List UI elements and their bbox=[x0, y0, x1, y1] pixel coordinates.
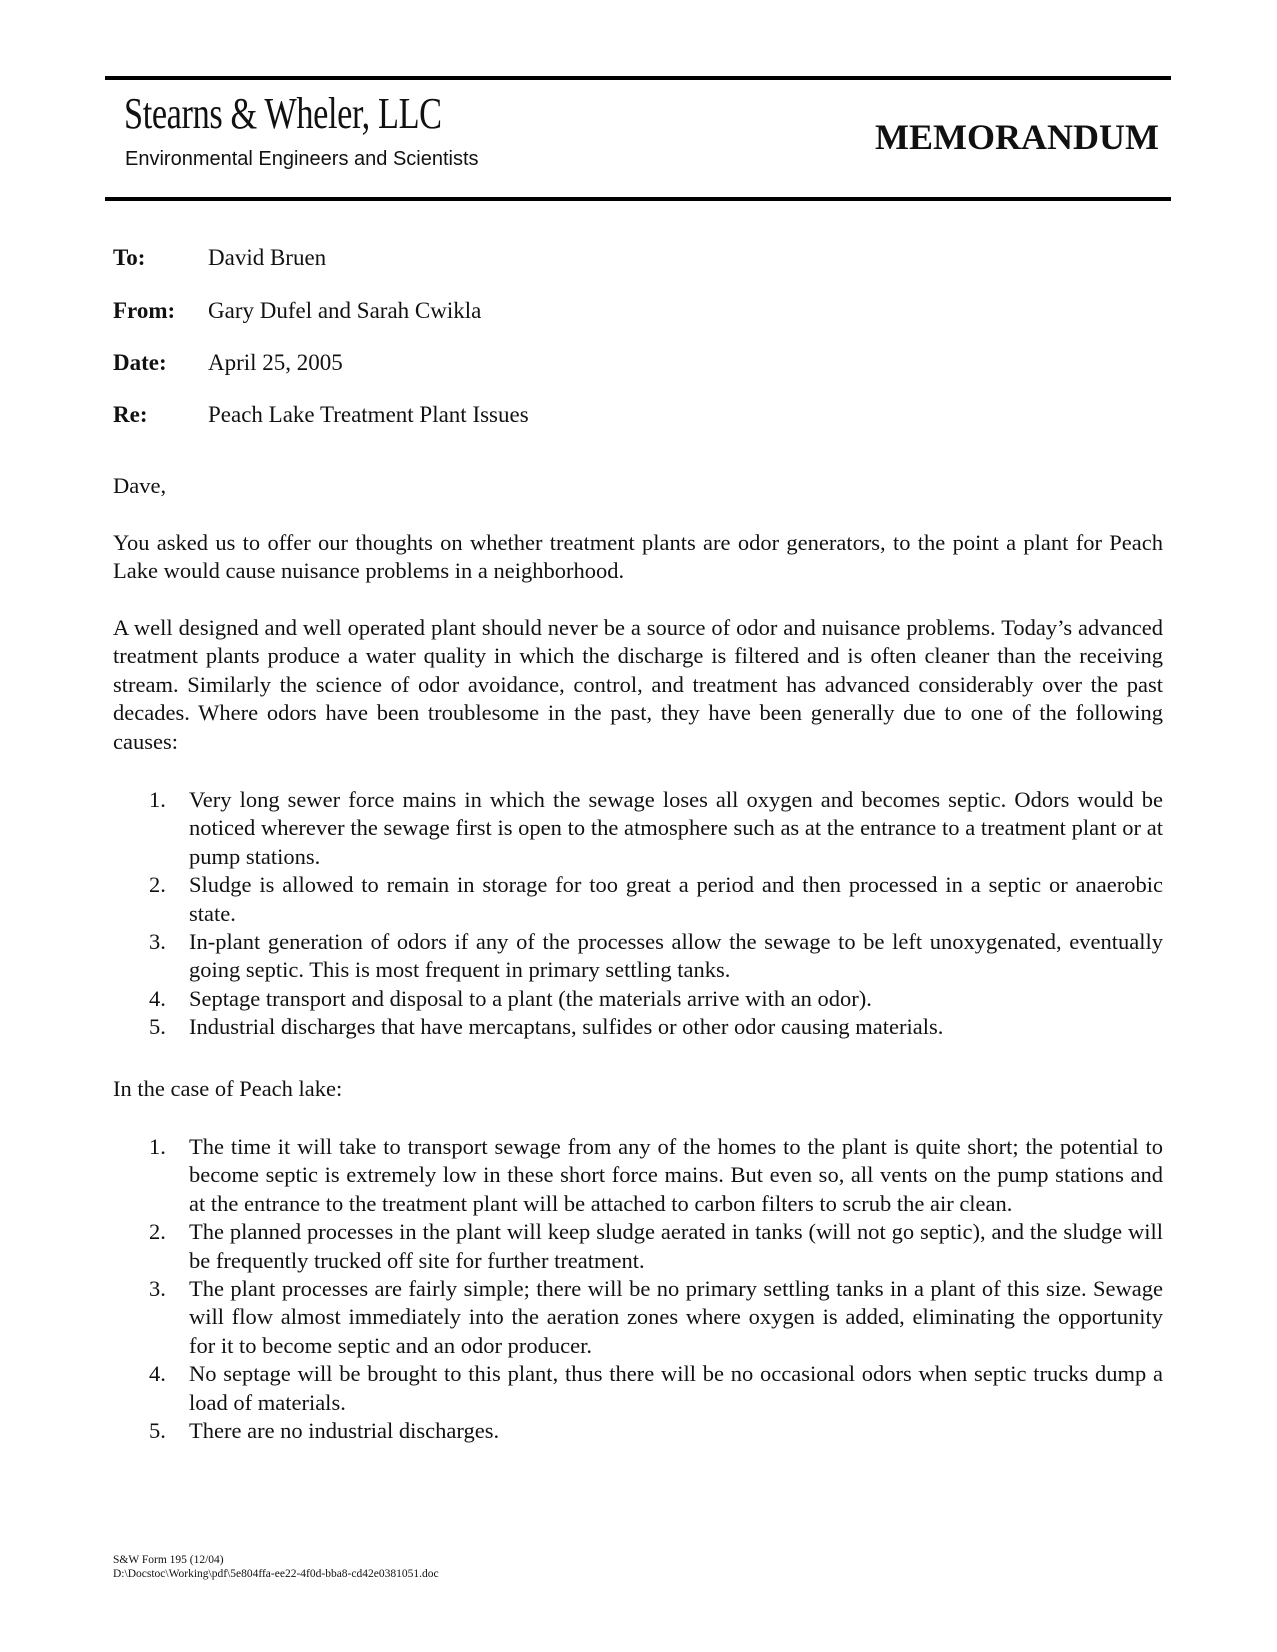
to-value: David Bruen bbox=[208, 245, 327, 270]
from-label: From: bbox=[113, 298, 176, 323]
list-text: In-plant generation of odors if any of the processes allow the sewage to be left unoxygenated, eventually going septic. This is most frequent in primary settling tanks. bbox=[189, 929, 1163, 983]
bottom-rule bbox=[105, 197, 1171, 201]
to-line bbox=[113, 245, 326, 271]
list-number: 1. bbox=[149, 1134, 166, 1159]
list-number: 3. bbox=[149, 929, 166, 955]
document-type: MEMORANDUM bbox=[875, 117, 1159, 157]
list-number: 2. bbox=[149, 872, 166, 898]
list-text: Sludge is allowed to remain in storage for too great a period and then processed in a septic or anaerobic state. bbox=[189, 872, 1163, 926]
top-rule bbox=[105, 76, 1171, 80]
date-value: April 25, 2005 bbox=[208, 350, 343, 375]
list-item bbox=[113, 985, 1163, 1013]
paragraph-intro: You asked us to offer our thoughts on whether treatment plants are odor generators, to the point a plant for Peach Lake would cause nuisance problems in a neighborhood. bbox=[113, 530, 1163, 584]
salutation: Dave, bbox=[113, 473, 167, 498]
date-label: Date: bbox=[113, 350, 167, 375]
list-item bbox=[113, 1417, 1163, 1445]
list-text: The time it will take to transport sewage from any of the homes to the plant is quite short; the potential to become septic is extremely low in these short force mains. But even so, all vents on the pump stations and at the entrance to the treatment plant will be attached to carbon filters to scrub the air clean. bbox=[189, 1134, 1163, 1216]
list-number: 3. bbox=[149, 1276, 166, 1302]
list-item bbox=[113, 786, 1163, 871]
re-value: Peach Lake Treatment Plant Issues bbox=[208, 402, 529, 427]
footer bbox=[113, 1553, 439, 1581]
list-number: 5. bbox=[149, 1014, 166, 1040]
list-text: There are no industrial discharges. bbox=[189, 1418, 500, 1444]
list-text: Very long sewer force mains in which the sewage loses all oxygen and becomes septic. Odors would be noticed wherever the sewage first is open to the atmosphere such as at the entrance to a treatment plant or at pump stations. bbox=[189, 787, 1163, 869]
list-item bbox=[113, 1218, 1163, 1275]
from-line bbox=[113, 298, 481, 324]
list-text: The plant processes are fairly simple; there will be no primary settling tanks in a plant of this size. Sewage will flow almost immediately into the aeration zones where oxygen is added, eliminating the opportunity for it to become septic and an odor producer. bbox=[189, 1276, 1163, 1358]
from-value: Gary Dufel and Sarah Cwikla bbox=[208, 298, 482, 323]
list-item bbox=[113, 1013, 1163, 1041]
list-number: 4. bbox=[149, 985, 166, 1011]
list-item bbox=[113, 928, 1163, 985]
paragraph-peach-lake: In the case of Peach lake: bbox=[113, 1076, 343, 1101]
to-label: To: bbox=[113, 245, 146, 270]
company-tagline: Environmental Engineers and Scientists bbox=[125, 148, 479, 170]
list-item bbox=[113, 1275, 1163, 1360]
re-label: Re: bbox=[113, 402, 148, 427]
footer-form-number: S&W Form 195 (12/04) bbox=[113, 1554, 224, 1566]
list-text: Septage transport and disposal to a plant (the materials arrive with an odor). bbox=[189, 985, 872, 1011]
footer-file-path: D:\Docstoc\Working\pdf\5e804ffa-ee22-4f0d-bba8-cd42e0381051.doc bbox=[113, 1568, 439, 1580]
paragraph-background: A well designed and well operated plant should never be a source of odor and nuisance problems. Today’s advanced treatment plants produce a water quality in which the discharge is filtered and is often cleaner than the receiving stream. Similarly the science of odor avoidance, control, and treatment has advanced considerably over the past decades. Where odors have been troublesome in the past, they have been generally due to one of the following causes: bbox=[113, 615, 1163, 754]
list-number: 1. bbox=[149, 787, 166, 812]
list-number: 5. bbox=[149, 1418, 166, 1444]
list-text: Industrial discharges that have mercaptans, sulfides or other odor causing materials. bbox=[189, 1014, 944, 1040]
causes-list bbox=[113, 786, 1163, 1042]
company-name: Stearns & Wheler, LLC bbox=[124, 89, 442, 138]
re-line bbox=[113, 402, 529, 428]
date-line bbox=[113, 350, 343, 376]
list-item bbox=[113, 1360, 1163, 1417]
list-number: 2. bbox=[149, 1219, 166, 1245]
list-number: 4. bbox=[149, 1361, 166, 1387]
list-text: No septage will be brought to this plant, thus there will be no occasional odors when septic trucks dump a load of materials. bbox=[189, 1361, 1163, 1415]
list-item bbox=[113, 1133, 1163, 1218]
peach-lake-list bbox=[113, 1133, 1163, 1445]
list-item bbox=[113, 871, 1163, 928]
list-text: The planned processes in the plant will keep sludge aerated in tanks (will not go septic), and the sludge will be frequently trucked off site for further treatment. bbox=[189, 1219, 1163, 1273]
